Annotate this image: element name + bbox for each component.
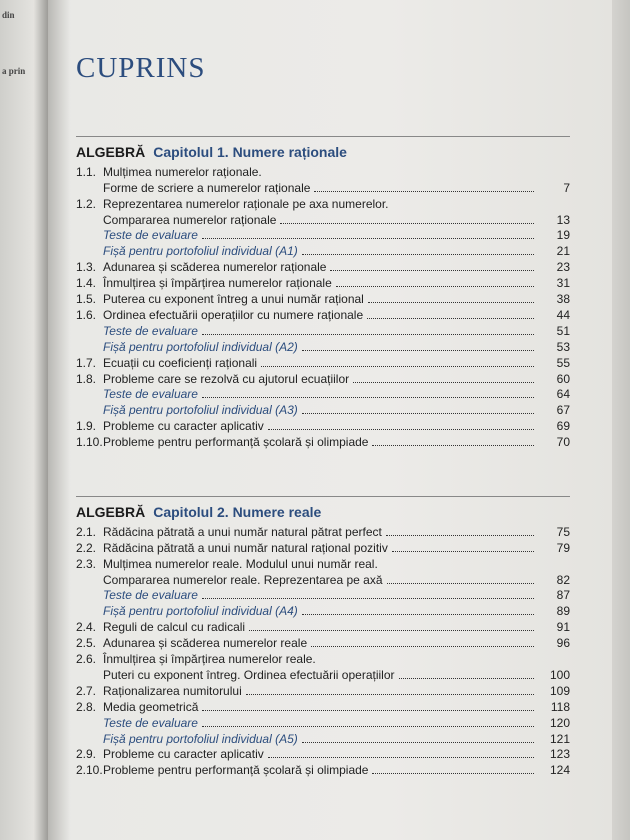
toc-entry bbox=[76, 243, 570, 259]
section-number: 1.10. bbox=[76, 435, 103, 450]
section-title: Probleme pentru performanță școlară și olimpiade bbox=[103, 435, 369, 450]
section-number: 1.3. bbox=[76, 260, 97, 275]
evaluation-item-title: Fișă pentru portofoliul individual (A1) bbox=[103, 244, 298, 259]
page-number: 87 bbox=[556, 588, 570, 603]
page-number: 118 bbox=[550, 699, 570, 714]
section-number: 1.2. bbox=[76, 196, 97, 211]
page-number: 70 bbox=[556, 435, 570, 450]
toc-entry bbox=[76, 354, 570, 370]
page-number: 53 bbox=[556, 339, 570, 354]
section-title: Ordinea efectuării operațiilor cu numere raționale bbox=[103, 307, 364, 322]
dot-leader bbox=[202, 726, 534, 727]
dot-leader bbox=[368, 302, 534, 303]
page-number: 121 bbox=[549, 731, 570, 746]
section-title: Probleme cu caracter aplicativ bbox=[103, 747, 264, 762]
page-number: 120 bbox=[549, 715, 570, 730]
toc-entry bbox=[76, 618, 570, 634]
chapter-1-heading bbox=[76, 144, 347, 160]
toc-line bbox=[76, 290, 570, 306]
toc-entry bbox=[76, 746, 570, 762]
section-title: Adunarea și scăderea numerelor raționale bbox=[103, 260, 327, 275]
toc-entry bbox=[76, 603, 570, 619]
dot-leader bbox=[372, 773, 534, 774]
toc-line bbox=[76, 603, 570, 619]
chapter-subtitle: Capitolul 1. Numere raționale bbox=[153, 144, 347, 160]
section-number: 2.4. bbox=[76, 620, 97, 635]
page-number: 100 bbox=[549, 667, 570, 682]
dot-leader bbox=[202, 710, 534, 711]
toc-entry bbox=[76, 523, 570, 539]
toc-line bbox=[76, 539, 570, 555]
toc-line bbox=[76, 195, 570, 211]
section-number: 2.3. bbox=[76, 556, 97, 571]
dot-leader bbox=[386, 535, 534, 536]
toc-line bbox=[76, 417, 570, 433]
page-number: 69 bbox=[556, 419, 570, 434]
toc-line bbox=[76, 666, 570, 682]
toc-line bbox=[76, 179, 570, 195]
toc-entry bbox=[76, 714, 570, 730]
page-number: 7 bbox=[563, 180, 570, 195]
section-number: 1.9. bbox=[76, 419, 97, 434]
toc-entry bbox=[76, 698, 570, 714]
evaluation-item-title: Teste de evaluare bbox=[103, 228, 198, 243]
toc-line bbox=[76, 274, 570, 290]
toc-line bbox=[76, 746, 570, 762]
page-number: 89 bbox=[556, 604, 570, 619]
section-number: 2.6. bbox=[76, 652, 97, 667]
toc-line bbox=[76, 227, 570, 243]
toc-line bbox=[76, 555, 570, 571]
page-number: 123 bbox=[549, 747, 570, 762]
section-title: Puterea cu exponent întreg a unui număr rațional bbox=[103, 292, 364, 307]
section-title: Probleme cu caracter aplicativ bbox=[103, 419, 264, 434]
toc-entry bbox=[76, 634, 570, 650]
toc-line bbox=[76, 338, 570, 354]
toc-line bbox=[76, 402, 570, 418]
toc-entry bbox=[76, 227, 570, 243]
section-title: Probleme pentru performanță școlară și olimpiade bbox=[103, 763, 369, 778]
dot-leader bbox=[280, 223, 534, 224]
toc-line bbox=[76, 211, 570, 227]
evaluation-item-title: Fișă pentru portofoliul individual (A4) bbox=[103, 604, 298, 619]
dot-leader bbox=[392, 551, 534, 552]
section-number: 2.9. bbox=[76, 747, 97, 762]
dot-leader bbox=[367, 318, 534, 319]
toc-entry bbox=[76, 258, 570, 274]
chapter-subtitle: Capitolul 2. Numere reale bbox=[153, 504, 322, 520]
toc-line bbox=[76, 682, 570, 698]
page-number: 67 bbox=[556, 403, 570, 418]
page-number: 19 bbox=[556, 228, 570, 243]
toc-entry bbox=[76, 386, 570, 402]
page-number: 64 bbox=[556, 387, 570, 402]
dot-leader bbox=[261, 366, 534, 367]
toc-line bbox=[76, 370, 570, 386]
toc-entry bbox=[76, 402, 570, 418]
chapter-rule bbox=[76, 496, 570, 497]
toc-line bbox=[76, 433, 570, 449]
toc-entry bbox=[76, 290, 570, 306]
dot-leader bbox=[268, 757, 534, 758]
page-number: 79 bbox=[556, 540, 570, 555]
page-title: CUPRINS bbox=[76, 52, 206, 84]
dot-leader bbox=[372, 445, 534, 446]
toc-line bbox=[76, 698, 570, 714]
dot-leader bbox=[387, 583, 535, 584]
chapter-label: ALGEBRĂ bbox=[76, 504, 146, 520]
dot-leader bbox=[202, 238, 534, 239]
section-number: 1.6. bbox=[76, 307, 97, 322]
section-title: Rădăcina pătrată a unui număr natural rațional pozitiv bbox=[103, 540, 388, 555]
page-number: 44 bbox=[556, 307, 570, 322]
toc-entry bbox=[76, 338, 570, 354]
dot-leader bbox=[302, 742, 534, 743]
section-title: Puteri cu exponent întreg. Ordinea efectuării operațiilor bbox=[103, 667, 395, 682]
section-title: Probleme care se rezolvă cu ajutorul ecuațiilor bbox=[103, 371, 350, 386]
section-title: Reguli de calcul cu radicali bbox=[103, 620, 246, 635]
section-number: 2.2. bbox=[76, 540, 97, 555]
section-title: Înmulțirea și împărțirea numerelor reale. bbox=[103, 652, 316, 667]
page-number: 13 bbox=[556, 212, 570, 227]
dot-leader bbox=[249, 630, 534, 631]
toc-line bbox=[76, 762, 570, 778]
section-title: Rădăcina pătrată a unui număr natural pătrat perfect bbox=[103, 524, 382, 539]
toc-line bbox=[76, 322, 570, 338]
dot-leader bbox=[330, 270, 534, 271]
section-title: Raționalizarea numitorului bbox=[103, 683, 242, 698]
page-number: 82 bbox=[556, 572, 570, 587]
toc-line bbox=[76, 587, 570, 603]
toc-entry bbox=[76, 650, 570, 682]
section-title: Adunarea și scăderea numerelor reale bbox=[103, 636, 308, 651]
toc-line bbox=[76, 571, 570, 587]
section-title: Mulțimea numerelor raționale. bbox=[103, 164, 262, 179]
dot-leader bbox=[202, 397, 534, 398]
toc-line bbox=[76, 714, 570, 730]
toc-entry bbox=[76, 539, 570, 555]
toc-entry bbox=[76, 306, 570, 322]
toc-entry bbox=[76, 730, 570, 746]
evaluation-item-title: Teste de evaluare bbox=[103, 715, 198, 730]
evaluation-item-title: Teste de evaluare bbox=[103, 588, 198, 603]
section-title: Reprezentarea numerelor raționale pe axa numerelor. bbox=[103, 196, 389, 211]
dot-leader bbox=[302, 614, 534, 615]
chapter-label: ALGEBRĂ bbox=[76, 144, 146, 160]
page-number: 124 bbox=[549, 763, 570, 778]
section-number: 1.1. bbox=[76, 164, 97, 179]
section-number: 2.1. bbox=[76, 524, 97, 539]
section-number: 1.4. bbox=[76, 276, 97, 291]
page-number: 96 bbox=[556, 636, 570, 651]
dot-leader bbox=[399, 678, 535, 679]
section-title: Mulțimea numerelor reale. Modulul unui număr real. bbox=[103, 556, 378, 571]
page-number: 31 bbox=[556, 276, 570, 291]
evaluation-item-title: Teste de evaluare bbox=[103, 323, 198, 338]
section-title: Ecuații cu coeficienți raționali bbox=[103, 355, 258, 370]
page-number: 109 bbox=[549, 683, 570, 698]
toc-entry bbox=[76, 322, 570, 338]
toc-line bbox=[76, 258, 570, 274]
toc-entry bbox=[76, 163, 570, 195]
section-title: Forme de scriere a numerelor raționale bbox=[103, 180, 311, 195]
page-number: 91 bbox=[556, 620, 570, 635]
section-number: 1.5. bbox=[76, 292, 97, 307]
toc-entry bbox=[76, 682, 570, 698]
section-title: Înmulțirea și împărțirea numerelor raționale bbox=[103, 276, 332, 291]
page-number: 21 bbox=[556, 244, 570, 259]
toc-line bbox=[76, 650, 570, 666]
dot-leader bbox=[311, 646, 534, 647]
toc-line bbox=[76, 523, 570, 539]
evaluation-item-title: Fișă pentru portofoliul individual (A3) bbox=[103, 403, 298, 418]
dot-leader bbox=[202, 598, 534, 599]
section-number: 2.7. bbox=[76, 683, 97, 698]
toc-line bbox=[76, 730, 570, 746]
evaluation-item-title: Teste de evaluare bbox=[103, 387, 198, 402]
toc-line bbox=[76, 618, 570, 634]
toc-entry bbox=[76, 370, 570, 386]
page-number: 38 bbox=[556, 292, 570, 307]
dot-leader bbox=[336, 286, 534, 287]
section-title: Compararea numerelor reale. Reprezentarea pe axă bbox=[103, 572, 383, 587]
toc-entry bbox=[76, 587, 570, 603]
dot-leader bbox=[302, 350, 534, 351]
evaluation-item-title: Fișă pentru portofoliul individual (A5) bbox=[103, 731, 298, 746]
toc-line bbox=[76, 634, 570, 650]
toc-line bbox=[76, 243, 570, 259]
dot-leader bbox=[202, 334, 534, 335]
section-number: 2.8. bbox=[76, 699, 97, 714]
page-number: 23 bbox=[556, 260, 570, 275]
section-title: Media geometrică bbox=[103, 699, 199, 714]
adjacent-page-fragment: a prin bbox=[2, 66, 26, 76]
page-edge-shadow bbox=[612, 0, 630, 840]
dot-leader bbox=[246, 694, 534, 695]
dot-leader bbox=[314, 191, 534, 192]
toc-line bbox=[76, 306, 570, 322]
toc-entry bbox=[76, 433, 570, 449]
evaluation-item-title: Fișă pentru portofoliul individual (A2) bbox=[103, 339, 298, 354]
toc-entry bbox=[76, 417, 570, 433]
page-number: 51 bbox=[556, 323, 570, 338]
toc-entry bbox=[76, 762, 570, 778]
chapter-2-heading bbox=[76, 504, 321, 520]
page-number: 75 bbox=[556, 524, 570, 539]
toc-line bbox=[76, 163, 570, 179]
section-number: 2.10. bbox=[76, 763, 103, 778]
adjacent-page-fragment: din bbox=[2, 10, 15, 20]
page-number: 60 bbox=[556, 371, 570, 386]
section-number: 2.5. bbox=[76, 636, 97, 651]
dot-leader bbox=[302, 413, 534, 414]
toc-line bbox=[76, 354, 570, 370]
toc-entry bbox=[76, 555, 570, 587]
toc-entry bbox=[76, 274, 570, 290]
section-number: 1.8. bbox=[76, 371, 97, 386]
section-title: Compararea numerelor raționale bbox=[103, 212, 277, 227]
adjacent-page-edge bbox=[0, 0, 48, 840]
page-number: 55 bbox=[556, 355, 570, 370]
section-number: 1.7. bbox=[76, 355, 97, 370]
toc-entry bbox=[76, 195, 570, 227]
dot-leader bbox=[268, 429, 534, 430]
dot-leader bbox=[302, 254, 534, 255]
dot-leader bbox=[353, 382, 534, 383]
chapter-rule bbox=[76, 136, 570, 137]
toc-line bbox=[76, 386, 570, 402]
